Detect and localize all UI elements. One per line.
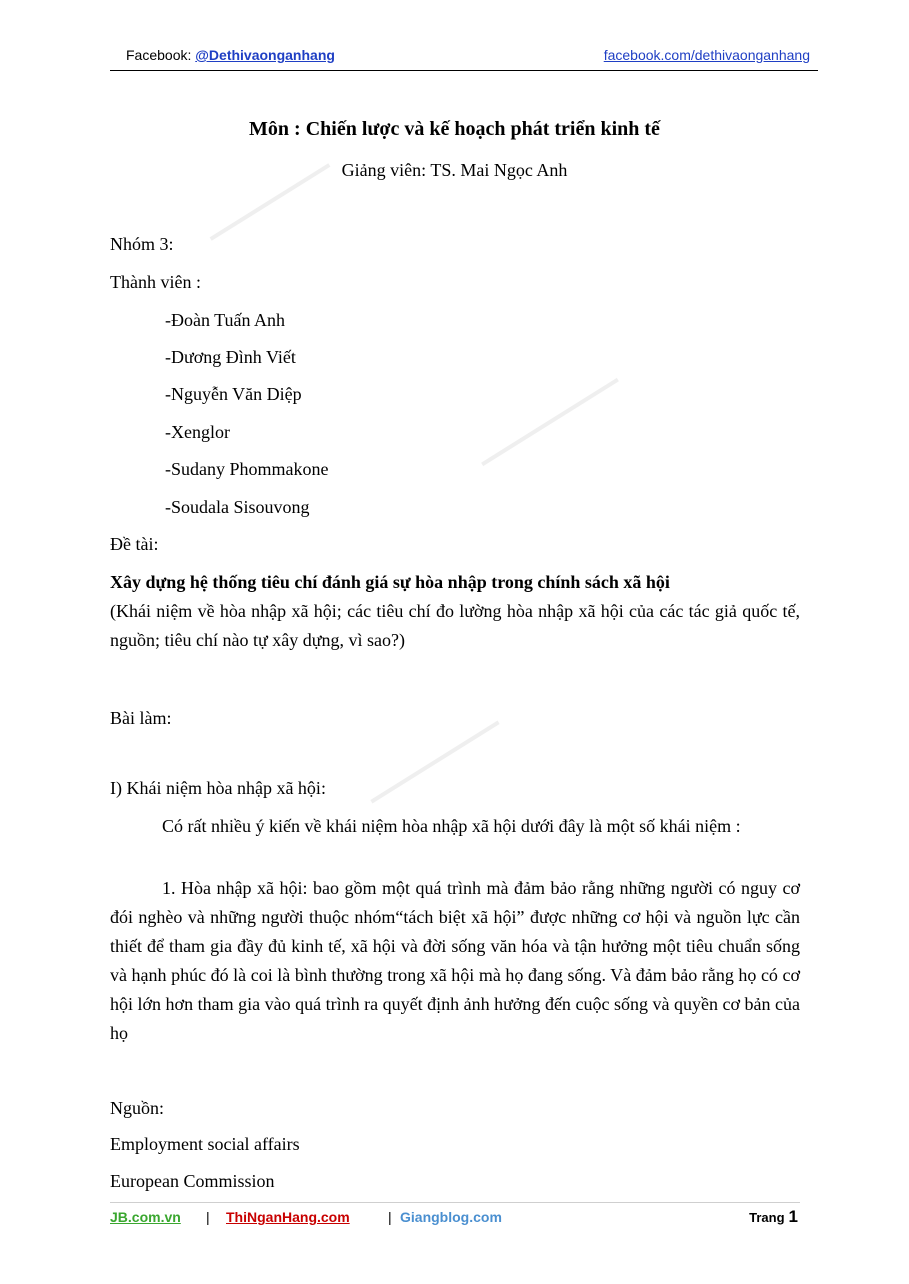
definition-paragraph <box>110 874 800 1048</box>
facebook-url-link[interactable]: facebook.com/dethivaonganhang <box>603 47 810 63</box>
section-heading: I) Khái niệm hòa nhập xã hội: <box>110 778 326 798</box>
watermark-mark <box>481 378 619 466</box>
source-label: Nguồn: <box>110 1098 164 1118</box>
footer-link-thinganhang[interactable]: ThiNganHang.com <box>226 1209 350 1225</box>
page-header <box>110 44 818 71</box>
page-number-value: 1 <box>788 1207 798 1226</box>
document-title: Môn : Chiến lược và kế hoạch phát triển kinh tế <box>249 118 660 140</box>
member-item: -Nguyễn Văn Diệp <box>165 384 302 404</box>
footer-separator: | <box>388 1209 392 1225</box>
page-footer <box>110 1202 800 1233</box>
facebook-label: Facebook: <box>126 47 192 63</box>
group-label: Nhóm 3: <box>110 234 174 254</box>
topic-label: Đề tài: <box>110 534 159 554</box>
footer-separator: | <box>206 1209 210 1225</box>
source-line: Employment social affairs <box>110 1134 300 1154</box>
facebook-label-group <box>126 47 335 63</box>
footer-link-giangblog[interactable]: Giangblog.com <box>400 1209 502 1225</box>
members-label: Thành viên : <box>110 272 201 292</box>
page-number <box>749 1207 798 1227</box>
intro-paragraph <box>110 812 800 841</box>
lecturer: Giảng viên: TS. Mai Ngọc Anh <box>341 160 568 180</box>
work-label: Bài làm: <box>110 708 172 728</box>
watermark-mark <box>370 721 499 804</box>
topic-description: (Khái niệm về hòa nhập xã hội; các tiêu chí đo lường hòa nhập xã hội của các tác giả quốc tế, nguồn; tiêu chí nào tự xây dựng, vì sao?) <box>110 601 800 650</box>
member-item: -Sudany Phommakone <box>165 459 329 479</box>
member-item: -Xenglor <box>165 422 230 442</box>
intro-text: Có rất nhiều ý kiến về khái niệm hòa nhập xã hội dưới đây là một số khái niệm : <box>162 816 741 836</box>
member-item: -Đoàn Tuấn Anh <box>165 310 286 330</box>
member-item: -Dương Đình Viết <box>165 347 296 367</box>
footer-link-jb[interactable]: JB.com.vn <box>110 1209 181 1225</box>
topic-block <box>110 568 800 655</box>
page-label: Trang <box>749 1210 785 1225</box>
definition-text: 1. Hòa nhập xã hội: bao gồm một quá trình mà đảm bảo rằng những người có nguy cơ đói nghèo và những người thuộc nhóm“tách biệt xã hội” được những cơ hội và nguồn lực cần thiết để tham gia đầy đủ kinh tế, xã hội và đời sống văn hóa và tận hưởng một tiêu chuẩn sống và hạnh phúc đó là coi là bình thường trong xã hội mà họ đang sống. Và đảm bảo rằng họ có cơ hội lớn hơn tham gia vào quá trình ra quyết định ảnh hưởng đến cuộc sống và quyền cơ bản của họ <box>110 878 800 1043</box>
member-item: -Soudala Sisouvong <box>165 497 310 517</box>
facebook-handle-link[interactable]: @Dethivaonganhang <box>195 47 335 63</box>
topic-title: Xây dựng hệ thống tiêu chí đánh giá sự hòa nhập trong chính sách xã hội <box>110 572 670 592</box>
source-line: European Commission <box>110 1171 275 1191</box>
